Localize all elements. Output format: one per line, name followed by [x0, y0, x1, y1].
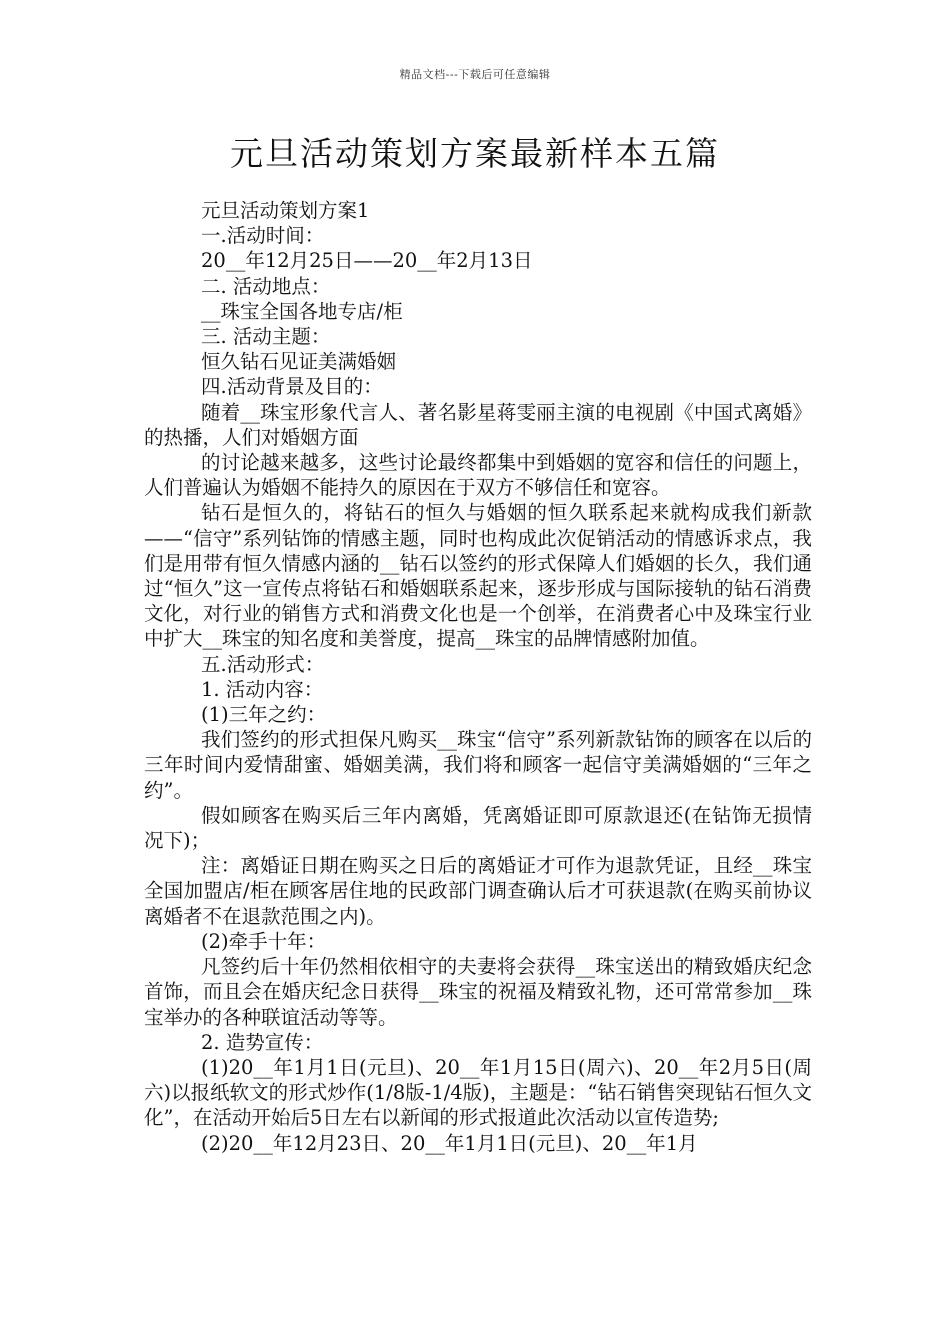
header-note: 精品文档---下载后可任意编辑: [399, 68, 551, 81]
paragraph: 我们签约的形式担保凡购买__珠宝“信守”系列新款钻饰的顾客在以后的三年时间内爱情甜蜜、婚姻美满，我们将和顾客一起信守美满婚姻的“三年之约”。: [144, 728, 812, 802]
section-heading: 1. 活动内容：: [201, 677, 324, 701]
text-line: __珠宝全国各地专店/柜: [201, 299, 403, 323]
paragraph: 假如顾客在购买后三年内离婚，凭离婚证即可原款退还(在钻饰无损情况下)；: [144, 803, 812, 853]
text-line: 恒久钻石见证美满婚姻: [201, 350, 397, 374]
section-heading: 元旦活动策划方案1: [201, 199, 370, 222]
paragraph: (2)20__年12月23日、20__年1月1日(元旦)、20__年1月: [201, 1131, 698, 1155]
paragraph: 凡签约后十年仍然相依相守的夫妻将会获得__珠宝送出的精致婚庆纪念首饰，而且会在婚庆纪念日获得__珠宝的祝福及精致礼物，还可常常参加__珠宝举办的各种联谊活动等等。: [144, 955, 812, 1029]
document-title: 元旦活动策划方案最新样本五篇: [230, 134, 720, 173]
section-heading: (2)牵手十年：: [201, 929, 327, 953]
section-heading: 2. 造势宣传：: [201, 1030, 324, 1054]
section-heading: (1)三年之约：: [201, 703, 327, 727]
text-line: 20__年12月25日——20__年2月13日: [201, 249, 533, 273]
section-heading: 三. 活动主题：: [201, 325, 331, 349]
paragraph: 随着__珠宝形象代言人、著名影星蒋雯丽主演的电视剧《中国式离婚》的热播，人们对婚姻方面: [144, 400, 812, 449]
paragraph: 的讨论越来越多，这些讨论最终都集中到婚姻的宽容和信任的问题上，人们普遍认为婚姻不能持久的原因在于双方不够信任和宽容。: [144, 451, 812, 500]
section-heading: 四.活动背景及目的：: [201, 375, 383, 399]
section-heading: 一.活动时间：: [201, 224, 325, 248]
paragraph: 注：离婚证日期在购买之日后的离婚证才可作为退款凭证，且经__珠宝全国加盟店/柜在顾客居住地的民政部门调查确认后才可获退款(在购买前协议离婚者不在退款范围之内)。: [144, 854, 812, 928]
section-heading: 五.活动形式：: [201, 652, 325, 676]
paragraph: (1)20__年1月1日(元旦)、20__年1月15日(周六)、20__年2月5日(周六)以报纸软文的形式炒作(1/8版-1/4版)，主题是：“钻石销售突现钻石恒久文化”，在活动开始后5日左右以新闻的形式报道此次活动以宣传造势;: [144, 1055, 812, 1130]
paragraph: 钻石是恒久的，将钻石的恒久与婚姻的恒久联系起来就构成我们新款——“信守”系列钻饰的情感主题，同时也构成此次促销活动的情感诉求点，我们是用带有恒久情感内涵的__钻石以签约的形式保障人们婚姻的长久，我们通过“恒久”这一宣传点将钻石和婚姻联系起来，逐步形成与国际接轨的钻石消费文化，对行业的销售方式和消费文化也是一个创举，在消费者心中及珠宝行业中扩大__珠宝的知名度和美誉度，提高__珠宝的品牌情感附加值。: [144, 501, 812, 651]
document-body: [144, 198, 812, 1156]
section-heading: 二. 活动地点：: [201, 274, 331, 298]
